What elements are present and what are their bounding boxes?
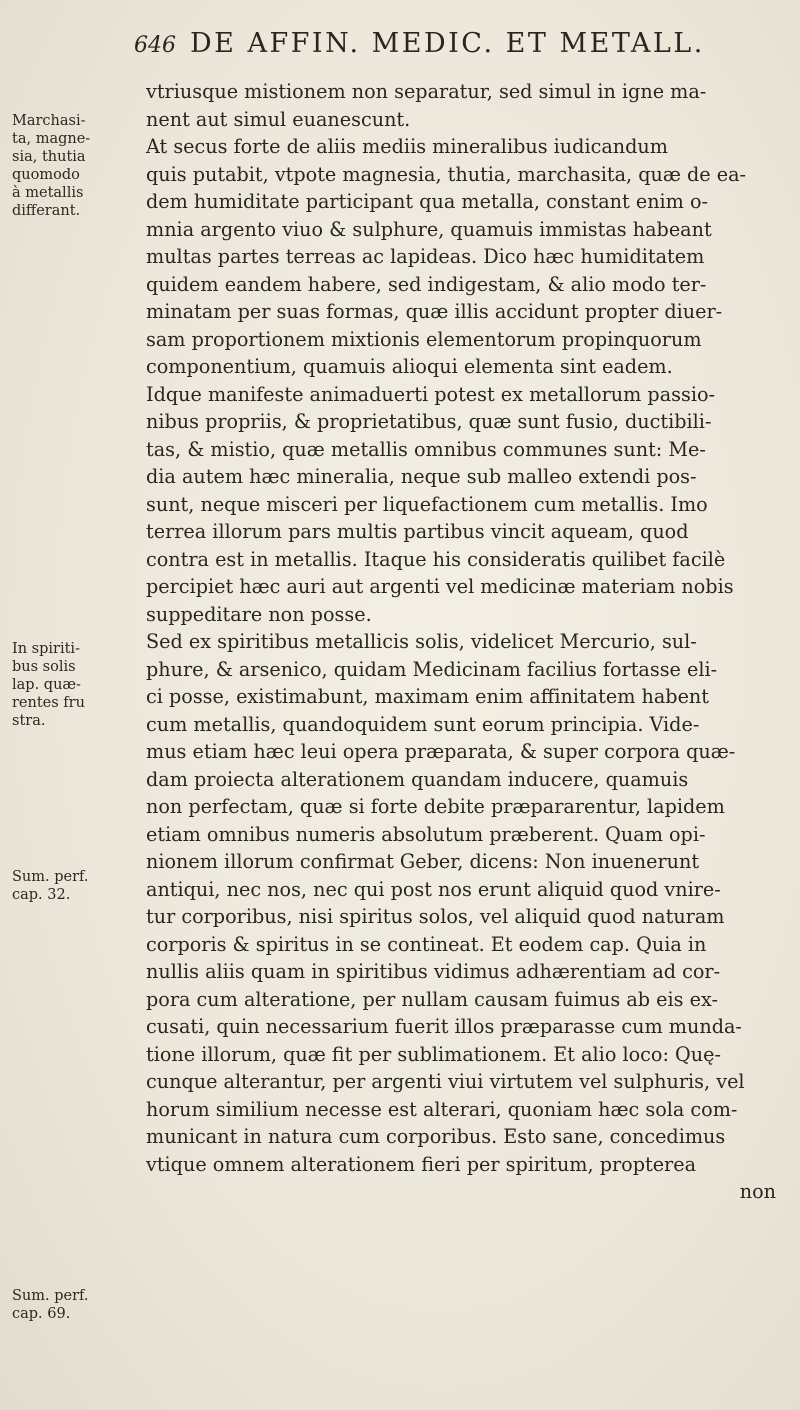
text-line: corporis & spiritus in se contineat. Et eodem cap. Quia in [146, 932, 707, 956]
text-line: vtique omnem alterationem fieri per spiritum, propterea [146, 1152, 697, 1176]
text-line: tas, & mistio, quæ metallis omnibus communes sunt: Me- [146, 437, 706, 461]
text-line: minatam per suas formas, quæ illis accidunt propter diuer- [146, 300, 723, 323]
margin-note-line: sia, thutia [12, 149, 86, 165]
margin-note-line: bus solis [12, 659, 76, 675]
margin-note-marchasita [12, 112, 134, 220]
margin-note-line: differant. [12, 203, 81, 219]
text-line: nullis aliis quam in spiritibus vidimus adhærentiam ad cor- [146, 960, 721, 983]
text-line: non perfectam, quæ si forte debite præpararentur, lapidem [146, 795, 725, 818]
margin-note-line: rentes fru [12, 695, 85, 711]
text-line: nent aut simul euanescunt. [146, 107, 411, 131]
text-line: Sed ex spiritibus metallicis solis, videlicet Mercurio, sul- [146, 630, 697, 653]
margin-note-line: ta, magne- [12, 131, 91, 147]
text-line: cum metallis, quandoquidem sunt eorum principia. Vide- [146, 712, 700, 736]
text-line: cusati, quin necessarium fuerit illos præparasse cum munda- [146, 1015, 742, 1038]
margin-note-line: Marchasi- [12, 113, 86, 129]
text-line: etiam omnibus numeris absolutum præberent. Quam opi- [146, 822, 706, 846]
text-line: terrea illorum pars multis partibus vincit aqueam, quod [146, 520, 689, 543]
margin-note-line: lap. quæ- [12, 677, 81, 693]
margin-note-spiritus [12, 640, 134, 730]
text-line: quidem eandem habere, sed indigestam, & alio modo ter- [146, 272, 707, 296]
text-line: multas partes terreas ac lapideas. Dico hæc humiditatem [146, 245, 705, 268]
text-line: sam proportionem mixtionis elementorum propinquorum [146, 327, 702, 351]
margin-note-line: cap. 32. [12, 887, 71, 903]
text-line: nibus propriis, & proprietatibus, quæ sunt fusio, ductibili- [146, 410, 712, 433]
text-line: sunt, neque misceri per liquefactionem cum metallis. Imo [146, 492, 708, 516]
text-line: horum similium necesse est alterari, quoniam hæc sola com- [146, 1097, 738, 1121]
text-line: phure, & arsenico, quidam Medicinam facilius fortasse eli- [146, 657, 718, 681]
text-line: cunque alterantur, per argenti viui virtutem vel sulphuris, vel [146, 1070, 745, 1093]
margin-note-line: Sum. perf. [12, 1288, 89, 1304]
text-line: pora cum alteratione, per nullam causam fuimus ab eis ex- [146, 987, 718, 1011]
text-line: suppeditare non posse. [146, 602, 372, 626]
text-line: mnia argento viuo & sulphure, quamuis immistas habeant [146, 217, 712, 241]
text-line: antiqui, nec nos, nec qui post nos erunt aliquid quod vnire- [146, 877, 721, 901]
text-line: percipiet hæc auri aut argenti vel medicinæ materiam nobis [146, 575, 734, 598]
margin-note-sum-perf-32 [12, 868, 134, 904]
text-line: componentium, quamuis alioqui elementa sint eadem. [146, 355, 673, 378]
text-line: nionem illorum confirmat Geber, dicens: Non inuenerunt [146, 850, 700, 873]
margin-note-line: quomodo [12, 167, 80, 183]
margin-note-line: cap. 69. [12, 1306, 71, 1322]
text-line: ci posse, existimabunt, maximam enim affinitatem habent [146, 685, 709, 708]
margin-note-line: In spiriti- [12, 641, 80, 657]
text-line: quis putabit, vtpote magnesia, thutia, marchasita, quæ de ea- [146, 162, 747, 186]
margin-note-line: Sum. perf. [12, 869, 89, 885]
text-line: municant in natura cum corporibus. Esto sane, concedimus [146, 1125, 726, 1148]
text-line: tur corporibus, nisi spiritus solos, vel aliquid quod naturam [146, 905, 725, 928]
margin-note-sum-perf-69 [12, 1287, 134, 1323]
body-text [146, 78, 776, 1206]
page-header [134, 28, 774, 68]
text-line: tione illorum, quæ fit per sublimationem. Et alio loco: Quę- [146, 1042, 721, 1066]
margin-note-line: à metallis [12, 185, 84, 201]
text-line: Idque manifeste animaduerti potest ex metallorum passio- [146, 382, 716, 406]
text-line: dam proiecta alterationem quandam inducere, quamuis [146, 767, 689, 791]
text-line: contra est in metallis. Itaque his consideratis quilibet facilè [146, 547, 726, 571]
text-line: mus etiam hæc leui opera præparata, & super corpora quæ- [146, 740, 736, 763]
text-line: vtriusque mistionem non separatur, sed simul in igne ma- [146, 80, 707, 103]
margin-note-line: stra. [12, 713, 46, 729]
running-head: DE AFFIN. MEDIC. ET METALL. [190, 28, 705, 59]
catchword: non [739, 1180, 776, 1203]
text-line: dem humiditate participant qua metalla, constant enim o- [146, 190, 709, 213]
page-number: 646 [134, 33, 176, 58]
text-line: At secus forte de aliis mediis mineralibus iudicandum [146, 135, 668, 158]
text-line: dia autem hæc mineralia, neque sub malleo extendi pos- [146, 465, 697, 488]
